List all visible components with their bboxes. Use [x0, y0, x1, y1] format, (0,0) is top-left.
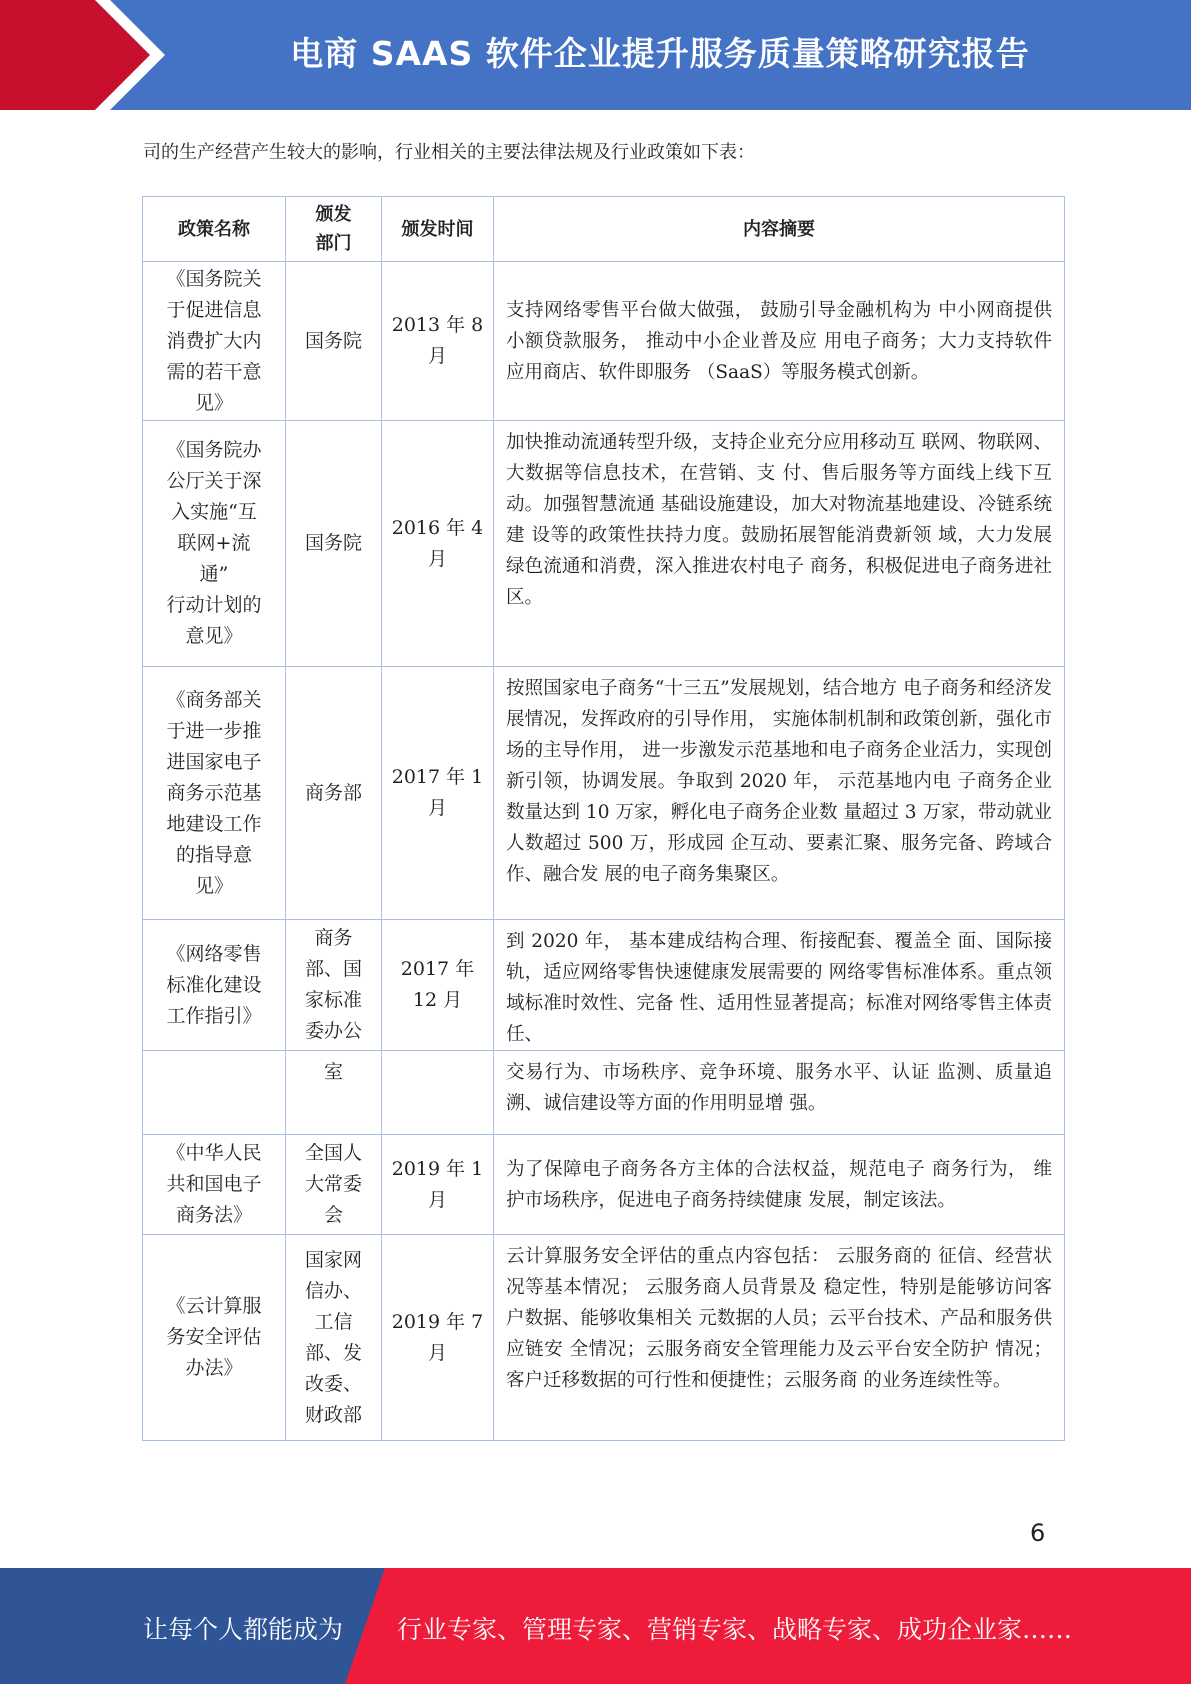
policy-department: 全国人 大常委 会 [286, 1135, 382, 1235]
policy-department: 国家网 信办、 工信 部、发 改委、 财政部 [286, 1235, 382, 1441]
table-row [143, 1051, 1065, 1135]
policy-summary: 交易行为、市场秩序、竞争环境、服务水平、认证 监测、质量追溯、诚信建设等方面的作用明显增 强。 [494, 1051, 1065, 1135]
policy-department: 商务 部、国 家标准 委办公 [286, 920, 382, 1051]
policy-summary: 支持网络零售平台做大做强， 鼓励引导金融机构为 中小网商提供小额贷款服务， 推动中小企业普及应 用电子商务；大力支持软件应用商店、软件即服务 （SaaS）等服务模式创新。 [494, 262, 1065, 421]
policy-summary: 到 2020 年， 基本建成结构合理、衔接配套、覆盖全 面、国际接轨，适应网络零售快速健康发展需要的 网络零售标准体系。重点领域标准时效性、完备 性、适用性显著提高；标准对网络零售主体责任、 [494, 920, 1065, 1051]
table-row [143, 421, 1065, 667]
policy-name: 《云计算服 务安全评估 办法》 [143, 1235, 286, 1441]
header-department [286, 197, 382, 262]
policy-department: 国务院 [286, 262, 382, 421]
policy-summary: 为了保障电子商务各方主体的合法权益，规范电子 商务行为， 维护市场秩序，促进电子商务持续健康 发展，制定该法。 [494, 1135, 1065, 1235]
policy-date: 2019 年 7 月 [382, 1235, 494, 1441]
policy-summary: 按照国家电子商务“十三五”发展规划，结合地方 电子商务和经济发展情况，发挥政府的引导作用， 实施体制机制和政策创新，强化市场的主导作用， 进一步激发示范基地和电子商务企业活力，实现创 新引领，协调发展。争取到 2020 年， 示范基地内电 子商务企业数量达到 10 万家，孵化电子商务企业数 量超过 3 万家，带动就业人数超过 500 万，形成园 企互动、要素汇聚、服务完备、跨域合作、融合发 展的电子商务集聚区。 [494, 667, 1065, 920]
table-row [143, 1135, 1065, 1235]
header-policy-name: 政策名称 [143, 197, 286, 262]
policy-date: 2017 年 1 月 [382, 667, 494, 920]
table-header-row [143, 197, 1065, 262]
policy-name: 《商务部关 于进一步推 进国家电子 商务示范基 地建设工作 的指导意 见》 [143, 667, 286, 920]
policy-date [382, 1051, 494, 1135]
policy-date: 2017 年 12 月 [382, 920, 494, 1051]
intro-text: 司的生产经营产生较大的影响，行业相关的主要法律法规及行业政策如下表： [143, 142, 755, 163]
table-row [143, 920, 1065, 1051]
policy-department: 室 [286, 1051, 382, 1135]
header-summary: 内容摘要 [494, 197, 1065, 262]
footer-slogan-left: 让每个人都能成为 [143, 1615, 344, 1644]
policy-summary: 加快推动流通转型升级，支持企业充分应用移动互 联网、物联网、大数据等信息技术，在营销、支 付、售后服务等方面线上线下互动。加强智慧流通 基础设施建设，加大对物流基地建设、冷链系统建 设等的政策性扶持力度。鼓励拓展智能消费新领 域，大力发展绿色流通和消费，深入推进农村电子 商务，积极促进电子商务进社区。 [494, 421, 1065, 667]
policy-name: 《中华人民 共和国电子 商务法》 [143, 1135, 286, 1235]
table-row [143, 1235, 1065, 1441]
policy-department: 国务院 [286, 421, 382, 667]
policy-department: 商务部 [286, 667, 382, 920]
table-row [143, 667, 1065, 920]
header-date: 颁发时间 [382, 197, 494, 262]
policy-name [143, 1051, 286, 1135]
table-row [143, 262, 1065, 421]
policy-date: 2013 年 8 月 [382, 262, 494, 421]
policy-name: 《国务院关 于促进信息 消费扩大内 需的若干意 见》 [143, 262, 286, 421]
policy-date: 2016 年 4 月 [382, 421, 494, 667]
report-title: 电商 SAAS 软件企业提升服务质量策略研究报告 [290, 34, 1030, 73]
policy-date: 2019 年 1 月 [382, 1135, 494, 1235]
policy-summary: 云计算服务安全评估的重点内容包括： 云服务商的 征信、经营状况等基本情况； 云服务商人员背景及 稳定性，特别是能够访问客户数据、能够收集相关 元数据的人员；云平台技术、产品和服务供应链安 全情况；云服务商安全管理能力及云平台安全防护 情况；客户迁移数据的可行性和便捷性；云服务商 的业务连续性等。 [494, 1235, 1065, 1441]
header-bar [0, 0, 1191, 110]
footer-slogan-right: 行业专家、管理专家、营销专家、战略专家、成功企业家…… [397, 1615, 1073, 1644]
page-number: 6 [1030, 1519, 1046, 1547]
header-department-text: 颁发 部门 [315, 204, 352, 254]
policy-table [142, 196, 1065, 1441]
policy-name: 《网络零售 标准化建设 工作指引》 [143, 920, 286, 1051]
policy-name: 《国务院办 公厅关于深 入实施“互 联网+流 通” 行动计划的 意见》 [143, 421, 286, 667]
